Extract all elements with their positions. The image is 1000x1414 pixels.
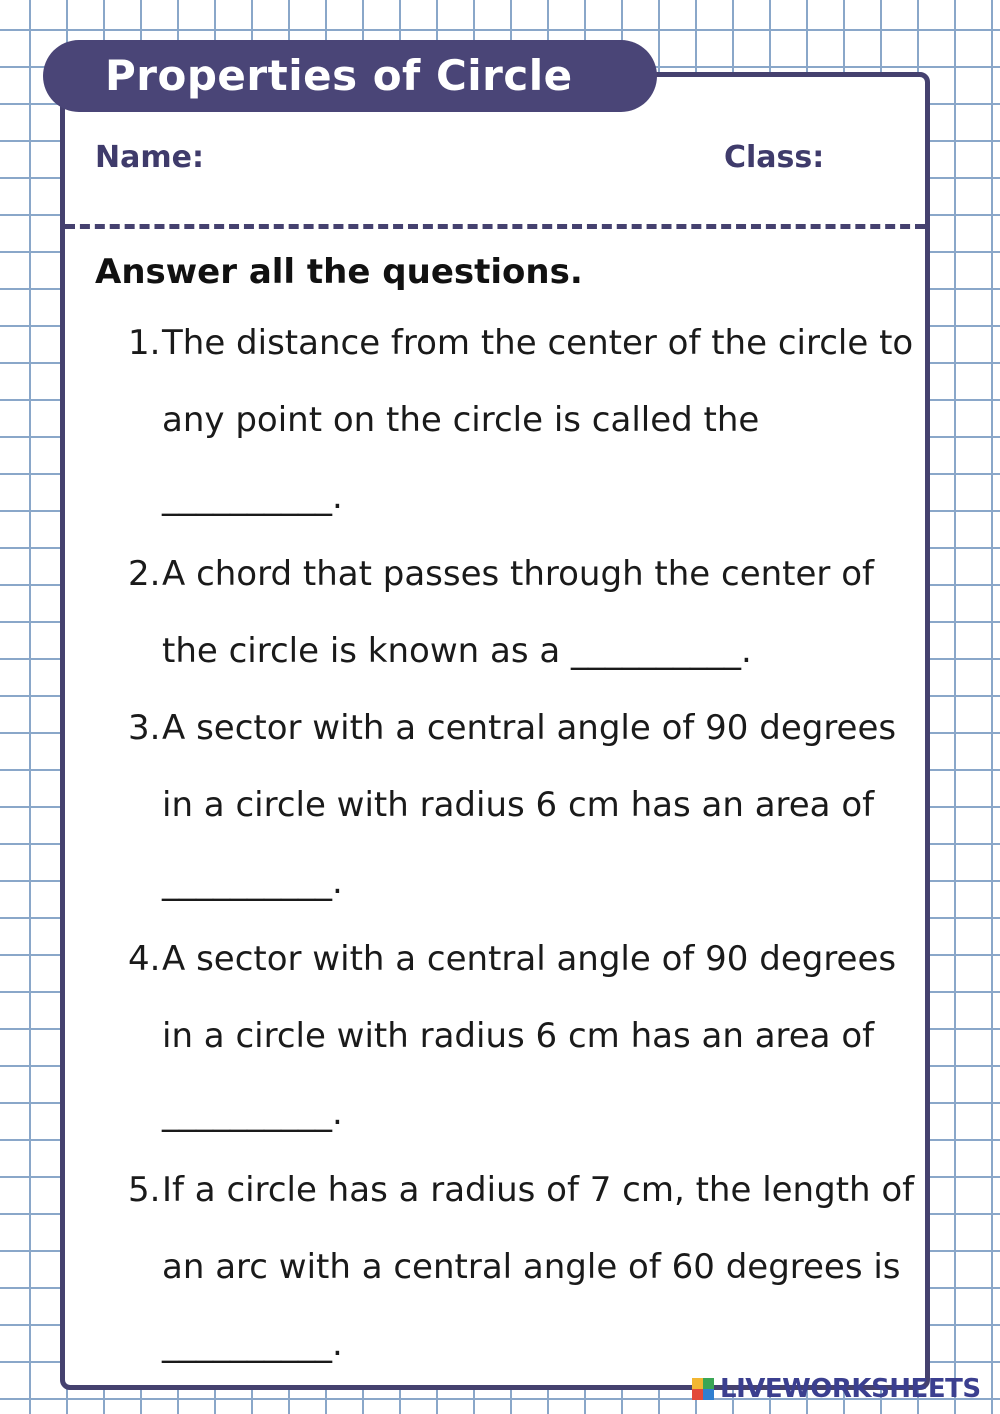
question-text: A sector with a central angle of 90 degrees in a circle with radius 6 cm has an area of __________. <box>162 939 897 1133</box>
question-list <box>124 305 944 1383</box>
question-text: The distance from the center of the circle to any point on the circle is called the __________. <box>162 323 914 517</box>
title-banner <box>43 40 657 112</box>
question-item <box>124 1152 944 1383</box>
liveworksheets-logo-icon <box>692 1378 714 1400</box>
class-label: Class: <box>724 140 825 175</box>
question-item <box>124 690 944 921</box>
question-item <box>124 536 944 690</box>
question-text: A sector with a central angle of 90 degrees in a circle with radius 6 cm has an area of __________. <box>162 708 897 902</box>
liveworksheets-logo[interactable] <box>692 1374 981 1404</box>
question-number: 1. <box>128 323 161 363</box>
question-text: If a circle has a radius of 7 cm, the length of an arc with a central angle of 60 degrees is __________. <box>162 1170 915 1364</box>
question-item <box>124 305 944 536</box>
question-number: 2. <box>128 554 161 594</box>
dashed-divider <box>65 224 925 229</box>
logo-text: LIVEWORKSHEETS <box>720 1374 981 1404</box>
question-item <box>124 921 944 1152</box>
name-label: Name: <box>95 140 204 175</box>
question-number: 5. <box>128 1170 161 1210</box>
instructions-heading: Answer all the questions. <box>95 252 583 292</box>
question-text: A chord that passes through the center of the circle is known as a __________. <box>162 554 874 671</box>
page-title: Properties of Circle <box>105 51 573 100</box>
question-number: 4. <box>128 939 161 979</box>
question-number: 3. <box>128 708 161 748</box>
student-info-row <box>95 140 825 180</box>
